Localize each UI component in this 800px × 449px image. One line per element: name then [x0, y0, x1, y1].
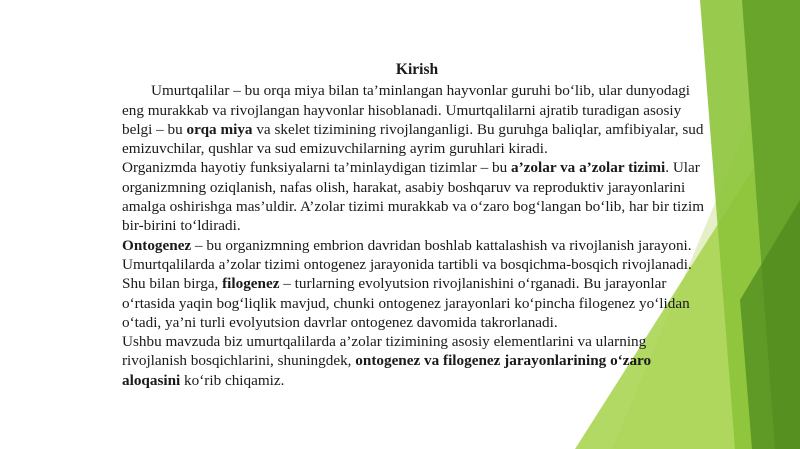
paragraph — [122, 332, 712, 390]
text-segment: Umurtqalilar – bu orqa miya bilan ta’minlangan hayvonlar guruhi bo‘lib, ular dunyodagi eng murakkab va rivojlangan hayvonlar hisoblanadi. Umurtqalilarni ajratib turadigan asosiy belgi – bu — [122, 82, 691, 138]
paragraph — [122, 236, 712, 332]
text-segment: Organizmda hayotiy funksiyalarni ta’minlaydigan tizimlar – bu — [122, 159, 512, 177]
slide-content — [122, 60, 712, 390]
text-segment: . Ular organizmning oziqlanish, nafas olish, harakat, asabiy boshqaruv va reproduktiv jarayonlarini amalga oshirishga mas’uldir. A’zolar tizimi murakkab va o‘zaro bog‘langan bo‘lib, har bir tizim bir-birini to‘ldiradi. — [122, 159, 705, 235]
paragraph — [122, 158, 712, 235]
text-segment: – turlarning evolyutsion rivojlanishini o‘rganadi. Bu jarayonlar o‘rtasida yaqin bog‘liqlik mavjud, chunki ontogenez jarayonlari ko‘pincha filogenez yo‘lidan o‘tadi, ya’ni turli evolyutsion davrlar ontogenez davomida takrorlanadi. — [122, 275, 690, 331]
bold-term: filogenez — [222, 275, 280, 293]
text-segment: va skelet tizimining rivojlanganligi. Bu guruhga baliqlar, amfibiyalar, sud emizuvchilar, qushlar va sud emizuvchilarning ayrim guruhlari kiradi. — [122, 120, 704, 158]
text-segment: Ushbu mavzuda biz umurtqalilarda a’zolar tizimining asosiy elementlarini va ularning rivojlanish bosqichlarini, shuningdek, — [122, 333, 647, 370]
bold-term: orqa miya — [186, 120, 253, 138]
text-segment: ko‘rib chiqamiz. — [180, 371, 285, 389]
bold-term: Ontogenez — [122, 236, 192, 254]
paragraph — [122, 81, 712, 158]
text-segment: – bu organizmning embrion davridan boshlab kattalashish va rivojlanish jarayoni. Umurtqalilarda a’zolar tizimi ontogenez jarayonida tartibli va bosqichma-bosqich rivojlanadi. Shu bilan birga, — [122, 236, 692, 293]
body-text — [122, 81, 712, 390]
bold-term: a’zolar va a’zolar tizimi — [511, 159, 666, 177]
slide-title: Kirish — [395, 61, 439, 78]
bold-term: ontogenez va filogenez jarayonlarining o‘zaro aloqasini — [122, 352, 652, 389]
